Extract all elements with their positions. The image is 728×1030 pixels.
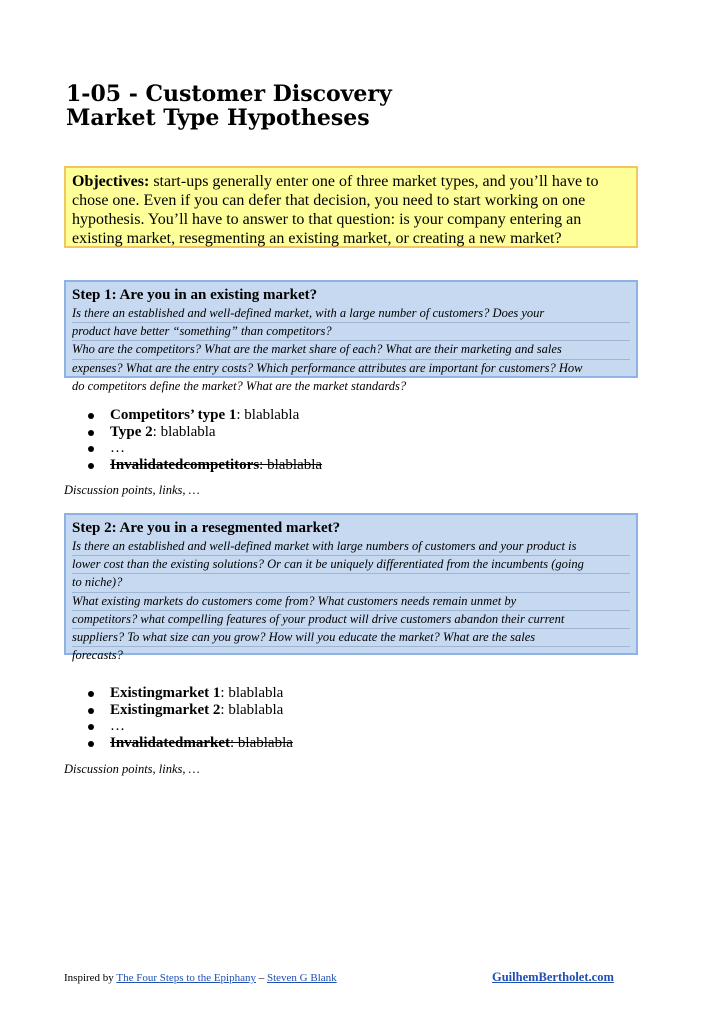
- book-link[interactable]: The Four Steps to the Epiphany: [116, 972, 256, 984]
- step1-discussion: Discussion points, links, …: [64, 483, 200, 497]
- step1-heading: Step 1: Are you in an existing market?: [72, 287, 318, 303]
- step2-heading: Step 2: Are you in a resegmented market?: [72, 520, 341, 536]
- objectives-label: Objectives:: [72, 173, 150, 190]
- list-item: …: [88, 440, 322, 457]
- bullet-icon: [88, 741, 94, 747]
- list-item: Existingmarket 2: blablabla: [88, 702, 293, 719]
- objectives-text: start-ups generally enter one of three market types, and you’ll have to chose one. Even if you can defer that decision, you need to start working on one hypothesis. You’ll have to answer to that question: is your company entering an existing market, resegmenting an existing market, or creating a new market?: [72, 173, 599, 247]
- list-item: Type 2: blablabla: [88, 424, 322, 441]
- step1-question-line: do competitors define the market? What are the market standards?: [72, 378, 407, 393]
- objectives-box: [64, 166, 638, 248]
- footer-prefix: Inspired by: [64, 972, 117, 984]
- step1-question-line: Is there an established and well-defined market, with a large number of customers? Does your: [72, 305, 630, 323]
- list-item-invalidated: Invalidatedcompetitors: blablabla: [88, 457, 322, 474]
- title-line-1: 1-05 - Customer Discovery: [66, 81, 392, 107]
- step1-box: [64, 280, 638, 393]
- site-link[interactable]: GuilhemBertholet.com: [492, 970, 614, 984]
- bullet-icon: [88, 724, 94, 730]
- list-item: …: [88, 718, 293, 735]
- step2-question-line: to niche)?: [72, 574, 630, 592]
- step2-discussion: Discussion points, links, …: [64, 762, 200, 776]
- title-line-2: Market Type Hypotheses: [66, 105, 370, 131]
- bullet-icon: [88, 430, 94, 436]
- step2-box: [64, 513, 638, 663]
- bullet-icon: [88, 691, 94, 697]
- step1-question-line: product have better “something” than competitors?: [72, 323, 630, 341]
- step1-question-line: expenses? What are the entry costs? Which performance attributes are important for customers? How: [72, 360, 630, 378]
- bullet-icon: [88, 708, 94, 714]
- page-title: [66, 82, 392, 130]
- list-item: Existingmarket 1: blablabla: [88, 685, 293, 702]
- bullet-icon: [88, 446, 94, 452]
- bullet-icon: [88, 413, 94, 419]
- list-item-invalidated: Invalidatedmarket: blablabla: [88, 735, 293, 752]
- step1-question-line: Who are the competitors? What are the market share of each? What are their marketing and sales: [72, 341, 630, 359]
- footer-credits: [64, 972, 337, 984]
- footer-separator: –: [255, 972, 267, 984]
- step2-market-list: [88, 685, 293, 751]
- step1-competitor-list: [88, 407, 322, 473]
- step2-question-line: competitors? what compelling features of your product will drive customers abandon their current: [72, 611, 630, 629]
- list-item: Competitors’ type 1: blablabla: [88, 407, 322, 424]
- step2-question-line: suppliers? To what size can you grow? How will you educate the market? What are the sales: [72, 629, 630, 647]
- author-link[interactable]: Steven G Blank: [266, 972, 337, 984]
- bullet-icon: [88, 463, 94, 469]
- step2-question-line: forecasts?: [72, 648, 123, 663]
- step2-question-line: What existing markets do customers come from? What customers needs remain unmet by: [72, 593, 630, 611]
- step2-question-line: Is there an established and well-defined market with large numbers of customers and your product is: [72, 538, 630, 556]
- step2-question-line: lower cost than the existing solutions? Or can it be uniquely differentiated from the incumbents (going: [72, 556, 630, 574]
